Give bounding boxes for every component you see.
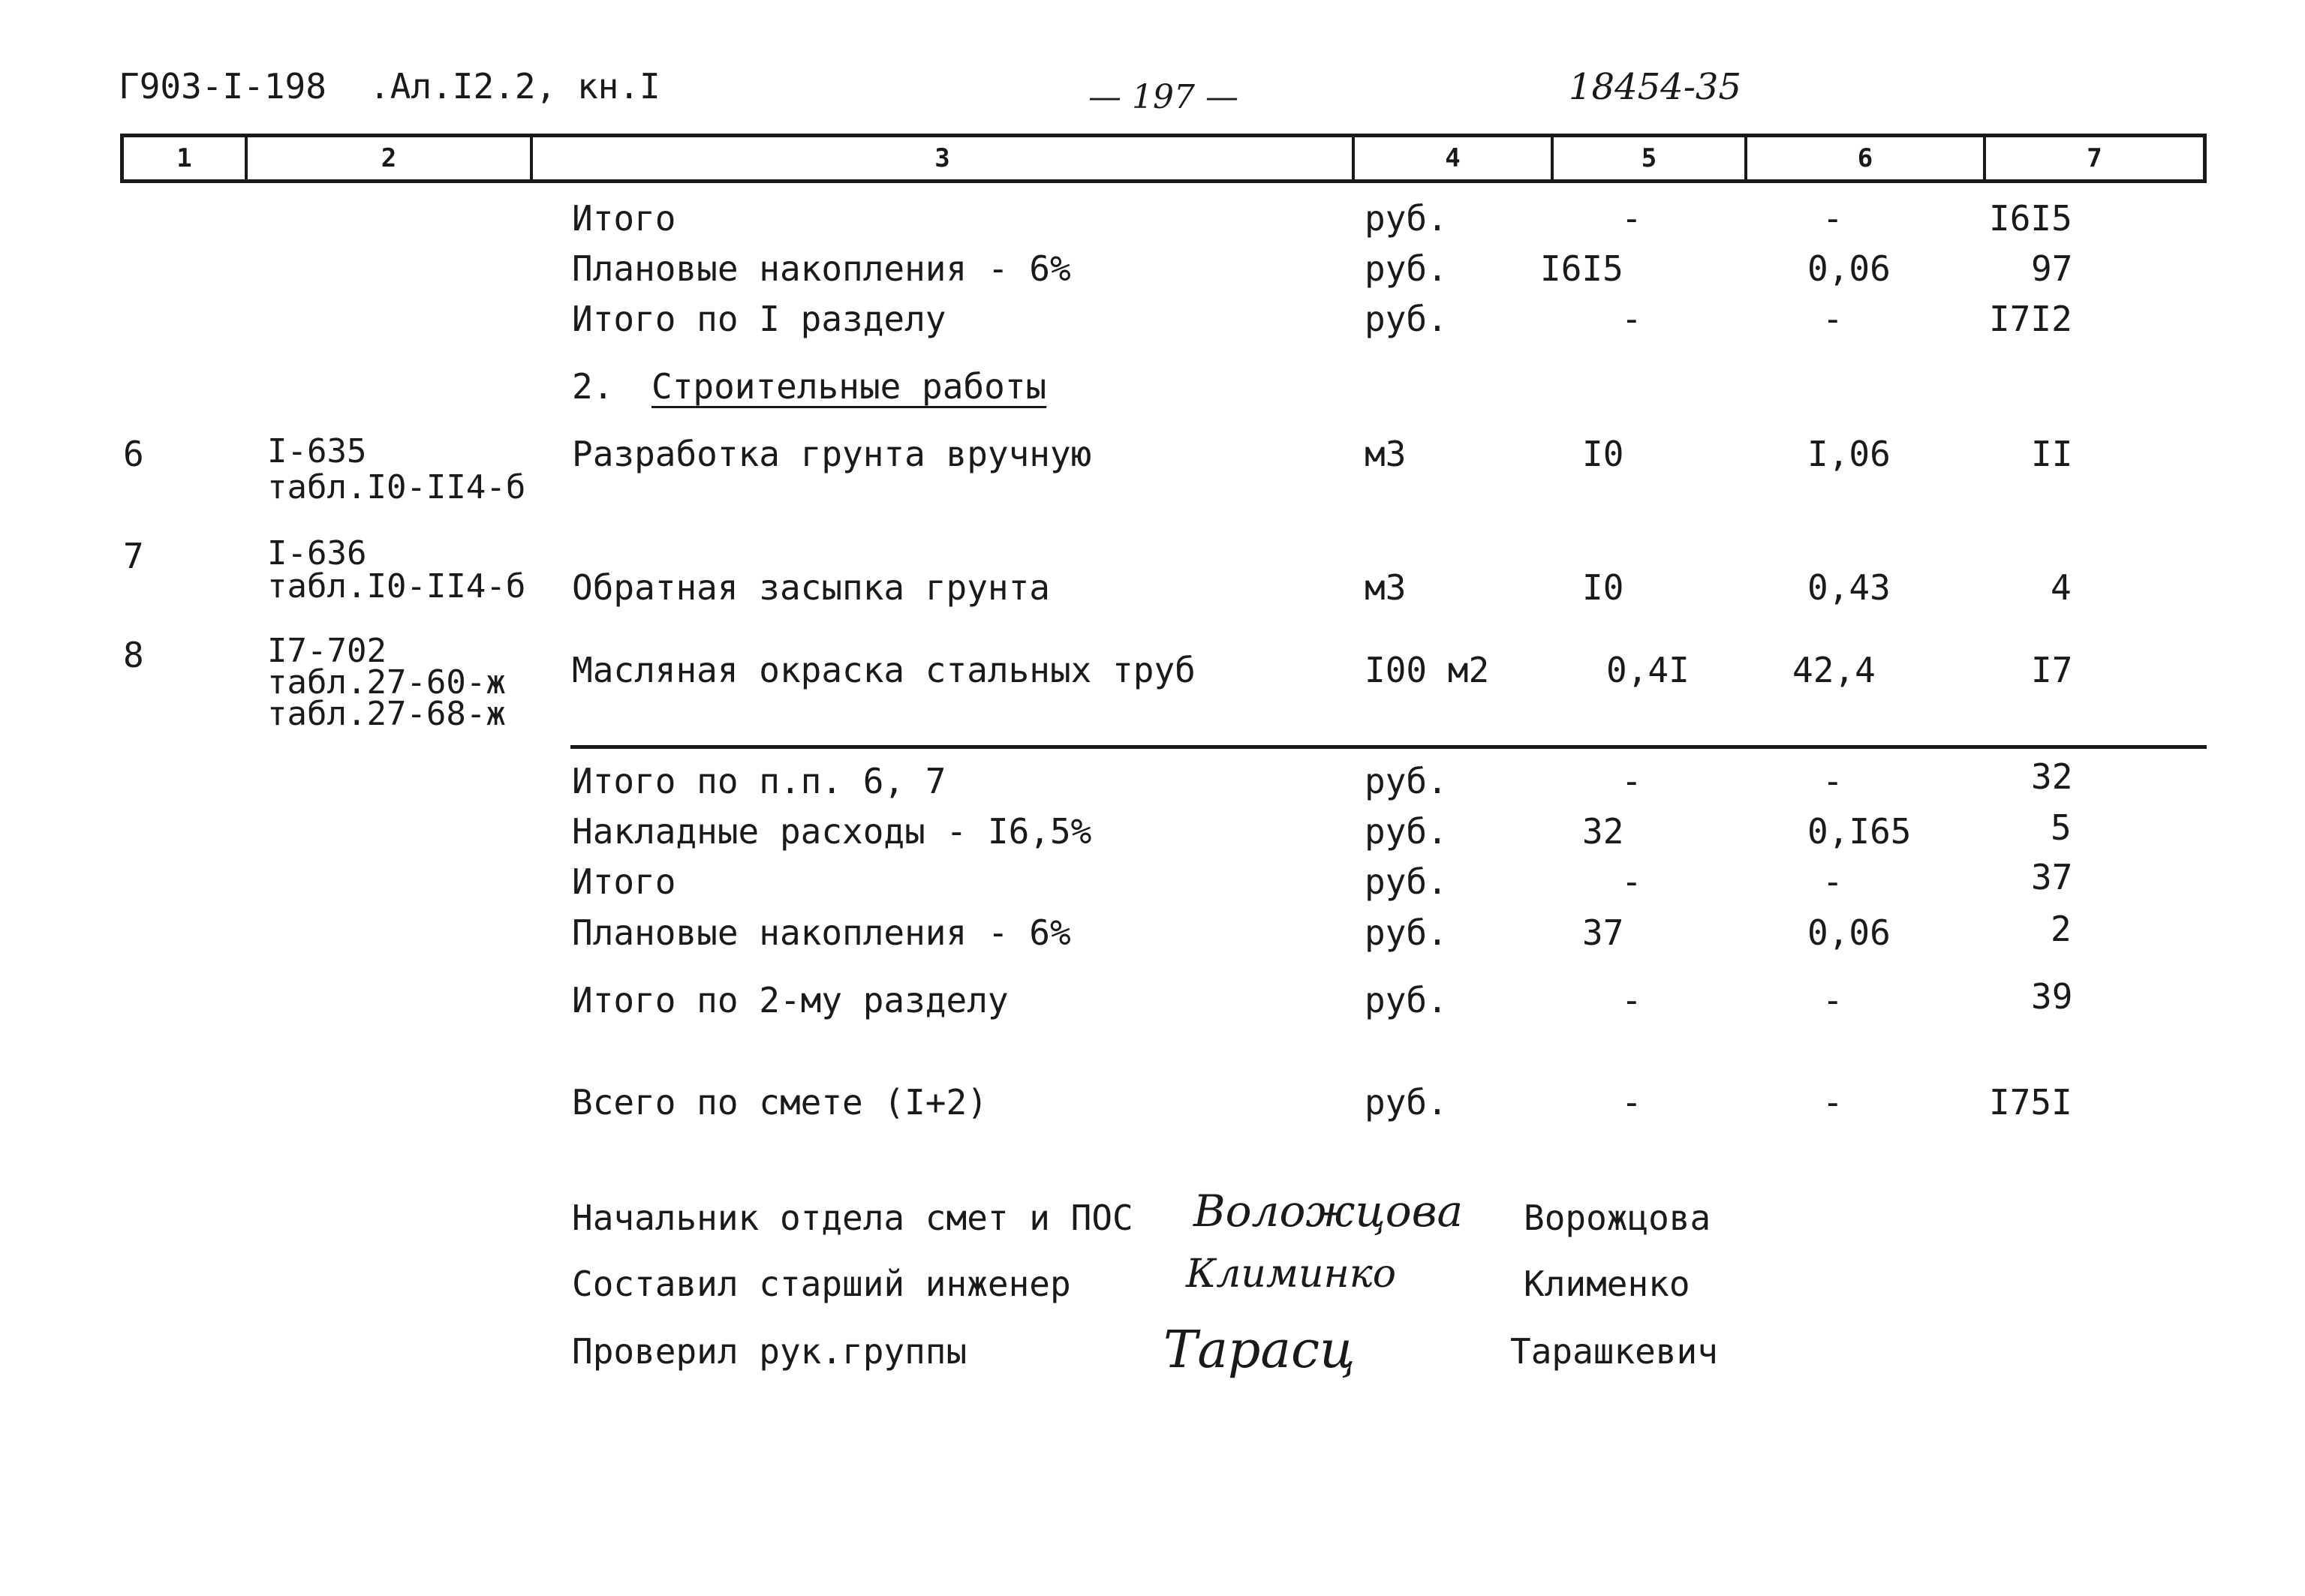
item-code: I7-702: [267, 632, 387, 670]
item-total: II: [2031, 434, 2073, 474]
row-name: Всего по смете (I+2): [572, 1082, 988, 1123]
row-unit-cost: 0,06: [1807, 248, 1891, 289]
section-number: 2.: [572, 366, 614, 407]
row-unit: руб.: [1365, 912, 1448, 953]
album-reference: .Ал.I2.2, кн.I: [369, 66, 661, 107]
separator-line: [570, 745, 2207, 749]
row-unit-cost: -: [1822, 761, 1843, 801]
row-total: I7I2: [1989, 299, 2072, 339]
column-header-4: 4: [1355, 137, 1554, 179]
item-unit-cost: 0,43: [1807, 567, 1891, 608]
handwritten-signature: Климинко: [1186, 1252, 1397, 1297]
row-unit-cost: -: [1822, 299, 1843, 339]
row-unit-cost: -: [1822, 980, 1843, 1020]
row-unit: руб.: [1365, 1082, 1448, 1123]
page-number: — 197 —: [1088, 78, 1238, 116]
column-header-7: 7: [2087, 143, 2102, 173]
item-quantity: I0: [1582, 567, 1624, 608]
row-total: 97: [2031, 248, 2073, 289]
item-unit-cost: I,06: [1807, 434, 1891, 474]
item-number: 7: [123, 536, 144, 576]
row-unit-cost: 0,I65: [1807, 811, 1912, 852]
signature-role: Составил старший инженер: [572, 1264, 1071, 1304]
item-code: I-636: [267, 534, 367, 573]
item-table-ref: табл.27-60-ж: [267, 663, 506, 702]
item-name: Масляная окраска стальных труб: [572, 650, 1196, 690]
row-unit-cost: -: [1822, 198, 1843, 239]
signatory-name: Клименко: [1524, 1264, 1690, 1304]
row-total: I75I: [1989, 1082, 2072, 1123]
column-header-5: 5: [1554, 137, 1747, 179]
row-unit: руб.: [1365, 861, 1448, 902]
row-name: Итого: [572, 861, 676, 902]
row-quantity: -: [1621, 861, 1642, 902]
row-quantity: I6I5: [1540, 248, 1623, 289]
item-quantity: I0: [1582, 434, 1624, 474]
item-name: Обратная засыпка грунта: [572, 567, 1050, 608]
section-title: Строительные работы: [651, 366, 1047, 407]
row-unit-cost: -: [1822, 861, 1843, 902]
row-name: Итого: [572, 198, 676, 239]
item-number: 8: [123, 635, 144, 675]
signature-role: Проверил рук.группы: [572, 1331, 967, 1372]
row-quantity: -: [1621, 299, 1642, 339]
row-unit-cost: 0,06: [1807, 912, 1891, 953]
row-quantity: -: [1621, 761, 1642, 801]
row-name: Итого по 2-му разделу: [572, 980, 1009, 1020]
item-unit: I00 м2: [1365, 650, 1490, 690]
item-quantity: 0,4I: [1606, 650, 1690, 690]
row-unit: руб.: [1365, 299, 1448, 339]
row-quantity: 37: [1582, 912, 1624, 953]
item-unit: м3: [1365, 434, 1407, 474]
item-name: Разработка грунта вручную: [572, 434, 1092, 474]
item-unit: м3: [1365, 567, 1407, 608]
column-header-3: 3: [533, 137, 1355, 179]
row-quantity: 32: [1582, 811, 1624, 852]
row-total: I6I5: [1989, 198, 2072, 239]
row-name: Плановые накопления - 6%: [572, 912, 1071, 953]
row-unit: руб.: [1365, 198, 1448, 239]
column-header-row: [120, 134, 2207, 183]
row-total: 37: [2031, 857, 2073, 897]
row-quantity: -: [1621, 980, 1642, 1020]
column-header-2: 2: [248, 137, 533, 179]
row-quantity: -: [1621, 1082, 1642, 1123]
item-unit-cost: 42,4: [1792, 650, 1876, 690]
handwritten-reference: 18454-35: [1569, 66, 1741, 108]
row-unit: руб.: [1365, 248, 1448, 289]
row-unit: руб.: [1365, 761, 1448, 801]
item-table-ref: табл.27-68-ж: [267, 695, 506, 733]
row-quantity: -: [1621, 198, 1642, 239]
item-total: 4: [2051, 567, 2072, 608]
row-name: Накладные расходы - I6,5%: [572, 811, 1092, 852]
row-total: 2: [2051, 909, 2072, 949]
row-unit-cost: -: [1822, 1082, 1843, 1123]
column-header-1: 1: [124, 137, 248, 179]
signature-role: Начальник отдела смет и ПОС: [572, 1198, 1133, 1238]
row-unit: руб.: [1365, 811, 1448, 852]
item-table-ref: табл.I0-II4-б: [267, 567, 526, 606]
row-unit: руб.: [1365, 980, 1448, 1020]
row-total: 32: [2031, 756, 2073, 797]
item-total: I7: [2031, 650, 2073, 690]
row-total: 5: [2051, 807, 2072, 848]
row-name: Плановые накопления - 6%: [572, 248, 1071, 289]
row-name: Итого по п.п. 6, 7: [572, 761, 946, 801]
item-code: I-635: [267, 432, 367, 470]
row-total: 39: [2031, 976, 2073, 1017]
row-name: Итого по I разделу: [572, 299, 946, 339]
item-number: 6: [123, 434, 144, 474]
signatory-name: Ворожцова: [1524, 1198, 1711, 1238]
handwritten-signature: Тарасц: [1163, 1321, 1356, 1380]
handwritten-signature: Воложцова: [1193, 1186, 1464, 1237]
column-header-6: 6: [1747, 137, 1986, 179]
item-table-ref: табл.I0-II4-б: [267, 468, 526, 506]
doc-code: Г903-I-198: [119, 66, 326, 107]
signatory-name: Тарашкевич: [1510, 1331, 1718, 1372]
